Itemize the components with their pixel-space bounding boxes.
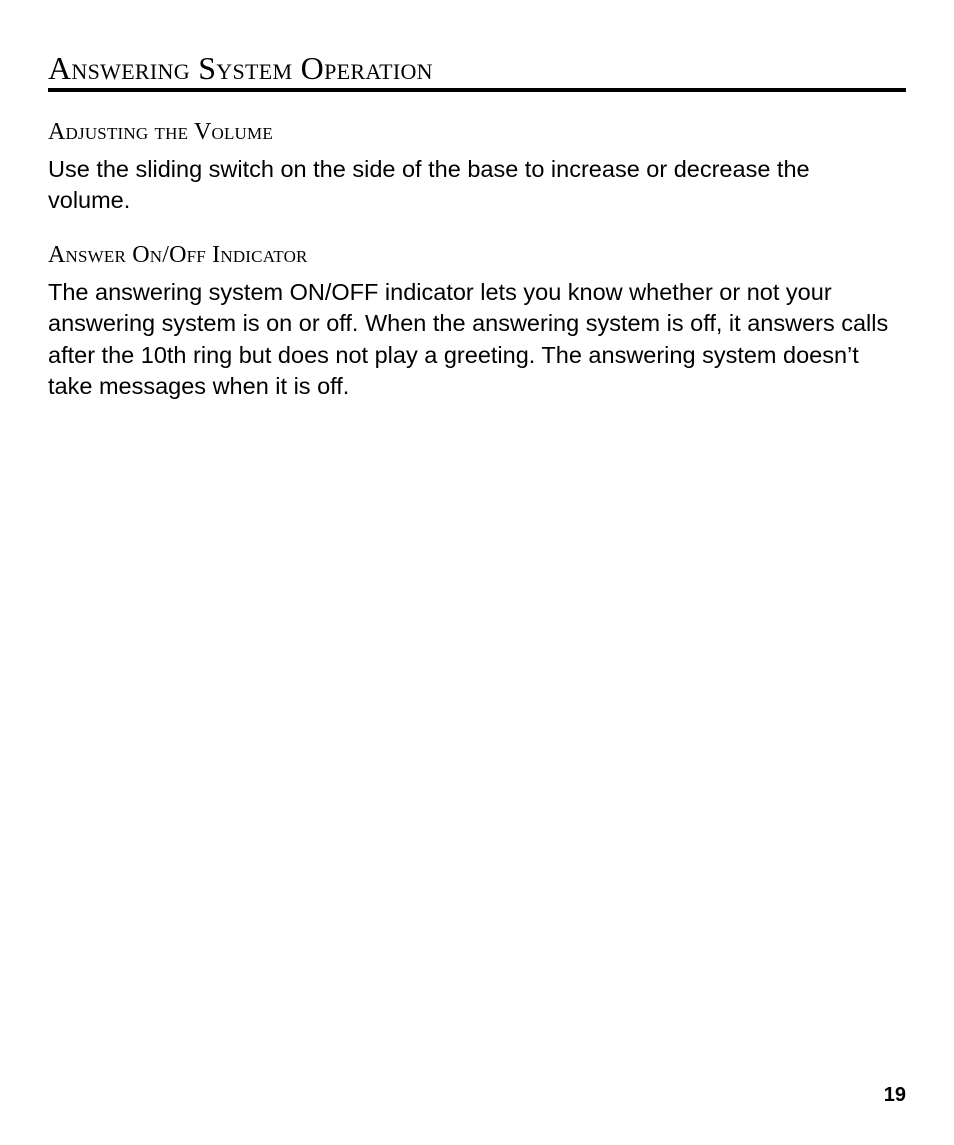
page-title: Answering System Operation [48,50,433,86]
section-heading-adjusting-volume: Adjusting the Volume [48,119,273,145]
section-body-answer-on-off: The answering system ON/OFF indicator lets you know whether or not your answering system is on or off. When the answering system is off, it answers calls after the 10th ring but does not play a greeting. The answering system doesn’t take messages when it is off. [48,279,889,399]
section-body-adjusting-volume: Use the sliding switch on the side of the base to increase or decrease the volume. [48,156,810,214]
title-divider [48,88,906,92]
page-number: 19 [883,1084,906,1106]
section-heading-answer-on-off: Answer On/Off Indicator [48,242,308,268]
